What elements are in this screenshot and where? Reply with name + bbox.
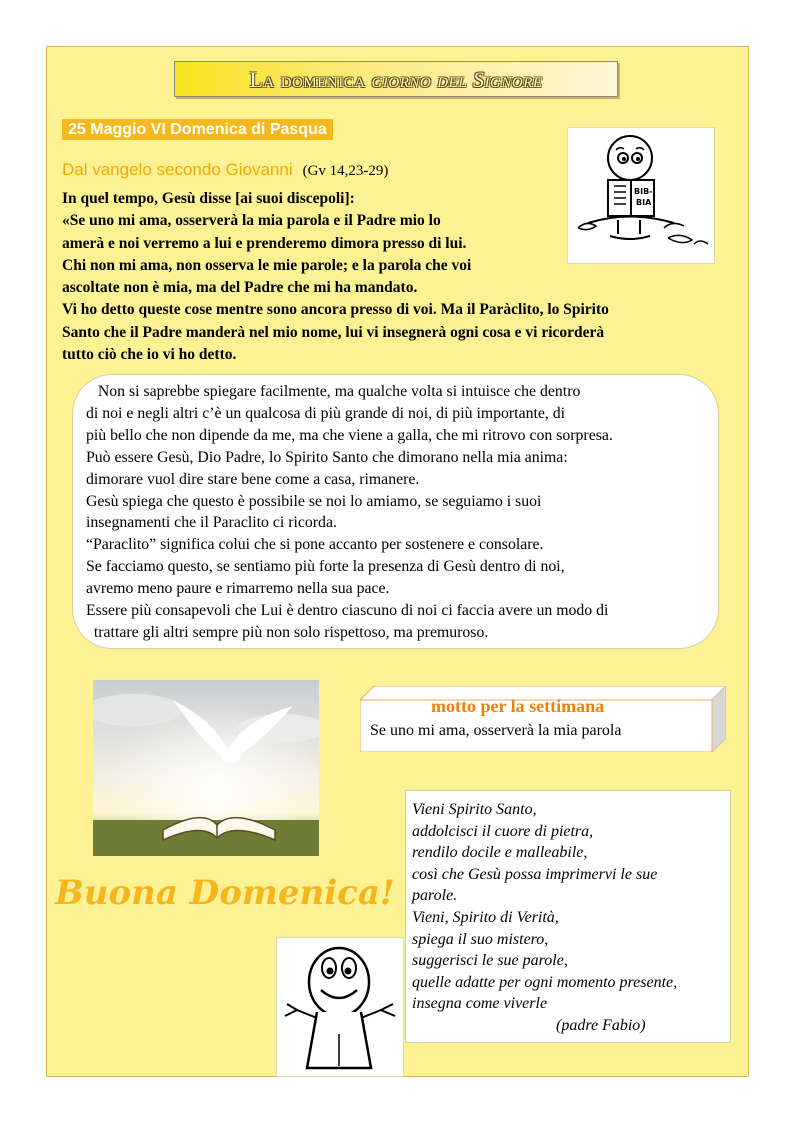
date-badge: 25 Maggio VI Domenica di Pasqua (62, 119, 333, 140)
gospel-line: tutto ciò che io vi ho detto. (62, 346, 237, 364)
greeting-text: Buona Domenica! (55, 873, 395, 913)
gospel-line: «Se uno mi ama, osserverà la mia parola e il Padre mio lo (62, 212, 441, 230)
gospel-title: Dal vangelo secondo Giovanni (62, 160, 293, 179)
gospel-line: ascoltate non è mia, ma del Padre che mi ha mandato. (62, 279, 418, 297)
reflection-line: trattare gli altri sempre più non solo rispettoso, ma premuroso. (86, 623, 489, 641)
prayer-line: così che Gesù possa imprimervi le sue (412, 865, 658, 883)
prayer-line: addolcisci il cuore di pietra, (412, 822, 594, 840)
dove-and-bible-image (93, 680, 319, 856)
reflection-line: Essere più consapevoli che Lui è dentro ciascuno di noi ci faccia avere un modo di (86, 602, 609, 620)
prayer-line: suggerisci le sue parole, (412, 952, 568, 970)
reflection-line: insegnamenti che il Paraclito ci ricorda. (86, 514, 337, 532)
book-label-2: BIA (636, 198, 652, 207)
prayer-line: rendilo docile e malleabile, (412, 844, 588, 862)
prayer-author: (padre Fabio) (556, 1016, 646, 1034)
title-part-1: La domenica (249, 67, 372, 92)
reflection-line: avremo meno paure e rimarremo nella sua pace. (86, 580, 390, 598)
prayer-text (412, 799, 677, 1037)
dove-bible-drawing (93, 680, 319, 856)
gospel-line: Vi ho detto queste cose mentre sono ancora presso di voi. Ma il Paràclito, lo Spirito (62, 301, 609, 319)
reflection-line: “Paraclito” significa colui che si pone accanto per sostenere e consolare. (86, 536, 544, 554)
reflection-line: Se facciamo questo, se sentiamo più forte la presenza di Gesù dentro di noi, (86, 558, 565, 576)
reading-child-drawing (568, 128, 714, 263)
book-label-1: BIB- (634, 187, 653, 196)
gospel-line: Santo che il Padre manderà nel mio nome, lui vi insegnerà ogni cosa e vi ricorderà (62, 323, 605, 341)
title-part-2: giorno del Signore (371, 67, 543, 92)
gospel-heading (62, 160, 388, 180)
smiling-figure-drawing (277, 938, 403, 1076)
gospel-reference: (Gv 14,23-29) (302, 163, 389, 179)
prayer-line: spiega il suo mistero, (412, 930, 549, 948)
prayer-line: parole. (412, 887, 458, 905)
prayer-line: Vieni Spirito Santo, (412, 801, 537, 818)
reflection-line: più bello che non dipende da me, ma che viene a galla, che mi ritrovo con sorpresa. (86, 426, 613, 444)
prayer-line: Vieni, Spirito di Verità, (412, 908, 559, 926)
reflection-line: di noi e negli altri c’è un qualcosa di più grande di noi, di più importante, di (86, 404, 566, 422)
gospel-line: Chi non mi ama, non osserva le mie parole; e la parola che voi (62, 256, 472, 274)
prayer-line: insegna come viverle (412, 995, 548, 1013)
reflection-text (86, 381, 726, 644)
reflection-line: Può essere Gesù, Dio Padre, lo Spirito Santo che dimorano nella mia anima: (86, 448, 568, 466)
reflection-box (72, 374, 719, 649)
reflection-line: dimorare vuol dire stare bene come a casa, rimanere. (86, 470, 420, 488)
smiling-figure-illustration (276, 937, 404, 1077)
gospel-line: In quel tempo, Gesù disse [ai suoi discepoli]: (62, 190, 355, 207)
reading-child-illustration (567, 127, 715, 264)
gospel-line: amerà e noi verremo a lui e prenderemo dimora presso di lui. (62, 234, 467, 252)
prayer-line: quelle adatte per ogni momento presente, (412, 973, 678, 991)
motto-title: motto per la settimana (431, 696, 605, 716)
prayer-box (405, 790, 731, 1043)
reflection-line: Non si saprebbe spiegare facilmente, ma qualche volta si intuisce che dentro (86, 383, 581, 400)
page-title (174, 61, 618, 97)
motto-text: Se uno mi ama, osserverà la mia parola (370, 722, 622, 739)
reflection-line: Gesù spiega che questo è possibile se noi lo amiamo, se seguiamo i suoi (86, 492, 542, 510)
